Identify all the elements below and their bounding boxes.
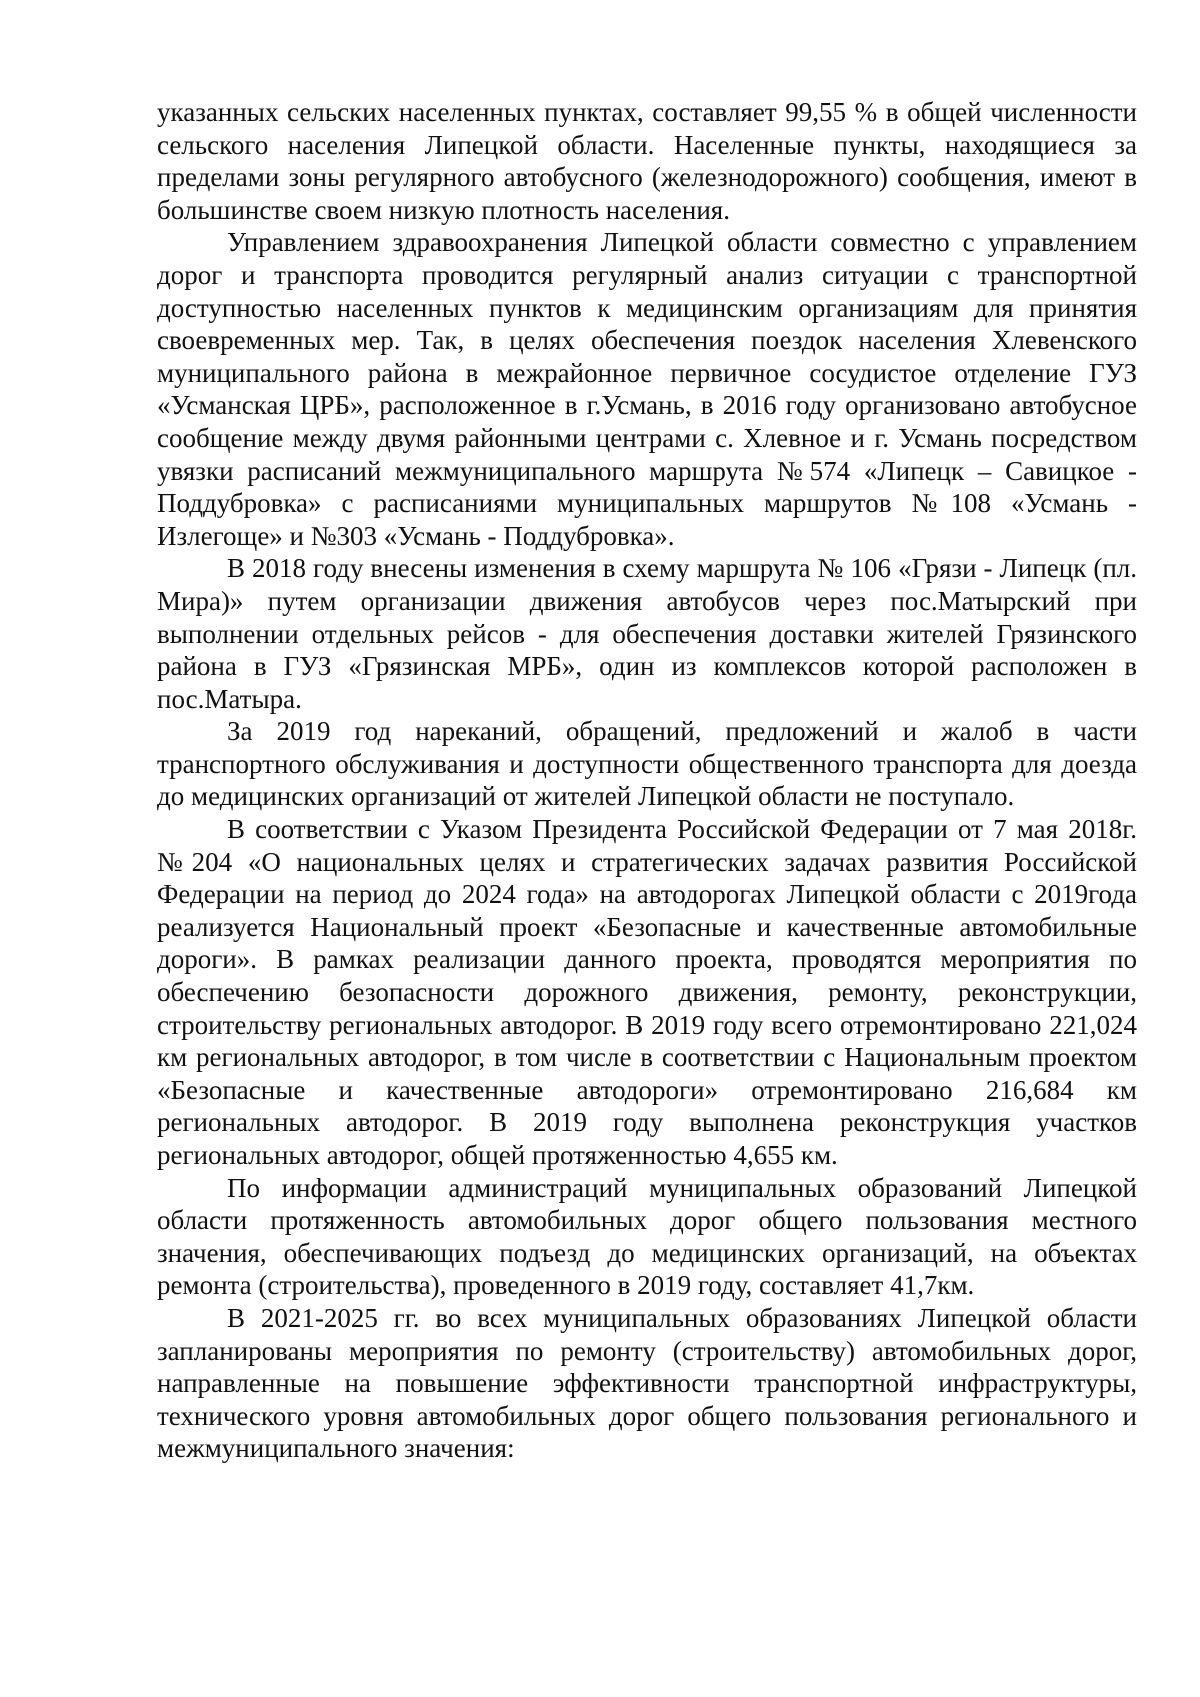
document-page [157,96,1137,1465]
paragraph-complaints-2019: За 2019 год нареканий, обращений, предложений и жалоб в части транспортного обслуживания и доступности общественного транспорта для доезда до медицинских организаций от жителей Липецкой области не поступало. [157,716,1137,812]
paragraph-plans-2021-2025: В 2021-2025 гг. во всех муниципальных образованиях Липецкой области запланированы мероприятия по ремонту (строительству) автомобильных дорог, направленные на повышение эффективности транспортной инфраструктуры, технического уровня автомобильных дорог общего пользования регионального и межмуниципального значения: [157,1302,1137,1464]
paragraph-national-project: В соответствии с Указом Президента Российской Федерации от 7 мая 2018г. №204 «О национальных целях и стратегических задачах развития Российской Федерации на период до 2024 года» на автодорогах Липецкой области с 2019года реализуется Национальный проект «Безопасные и качественные автомобильные дороги». В рамках реализации данного проекта, проводятся мероприятия по обеспечению безопасности дорожного движения, ремонту, реконструкции, строительству региональных автодорог. В 2019 году всего отремонтировано 221,024 км региональных автодорог, в том числе в соответствии с Национальным проектом «Безопасные и качественные автодороги» отремонтировано 216,684 км региональных автодорог. В 2019 году выполнена реконструкция участков региональных автодорог, общей протяженностью 4,655 км. [157,814,1137,1170]
paragraph-route-106: В 2018 году внесены изменения в схему маршрута № 106 «Грязи - Липецк (пл. Мира)» путем организации движения автобусов через пос.Матырский при выполнении отдельных рейсов - для обеспечения доставки жителей Грязинского района в ГУЗ «Грязинская МРБ», один из комплексов которой расположен в пос.Матыра. [157,553,1137,714]
paragraph-continuation: указанных сельских населенных пунктах, составляет 99,55 % в общей численности сельского населения Липецкой области. Населенные пункты, находящиеся за пределами зоны регулярного автобусного (железнодорожного) сообщения, имеют в большинстве своем низкую плотность населения. [157,97,1137,225]
paragraph-municipal-roads: По информации администраций муниципальных образований Липецкой области протяженность автомобильных дорог общего пользования местного значения, обеспечивающих подъезд до медицинских организаций, на объектах ремонта (строительства), проведенного в 2019 году, составляет 41,7км. [157,1172,1137,1301]
paragraph-transport-analysis: Управлением здравоохранения Липецкой области совместно с управлением дорог и транспорта проводится регулярный анализ ситуации с транспортной доступностью населенных пунктов к медицинским организациям для принятия своевременных мер. Так, в целях обеспечения поездок населения Хлевенского муниципального района в межрайонное первичное сосудистое отделение ГУЗ «Усманская ЦРБ», расположенное в г.Усмань, в 2016 году организовано автобусное сообщение между двумя районными центрами с. Хлевное и г. Усмань посредством увязки расписаний межмуниципального маршрута №574 «Липецк – Савицкое - Поддубровка» с расписаниями муниципальных маршрутов №108 «Усмань - Излегоще» и №303 «Усмань - Поддубровка». [157,227,1137,551]
